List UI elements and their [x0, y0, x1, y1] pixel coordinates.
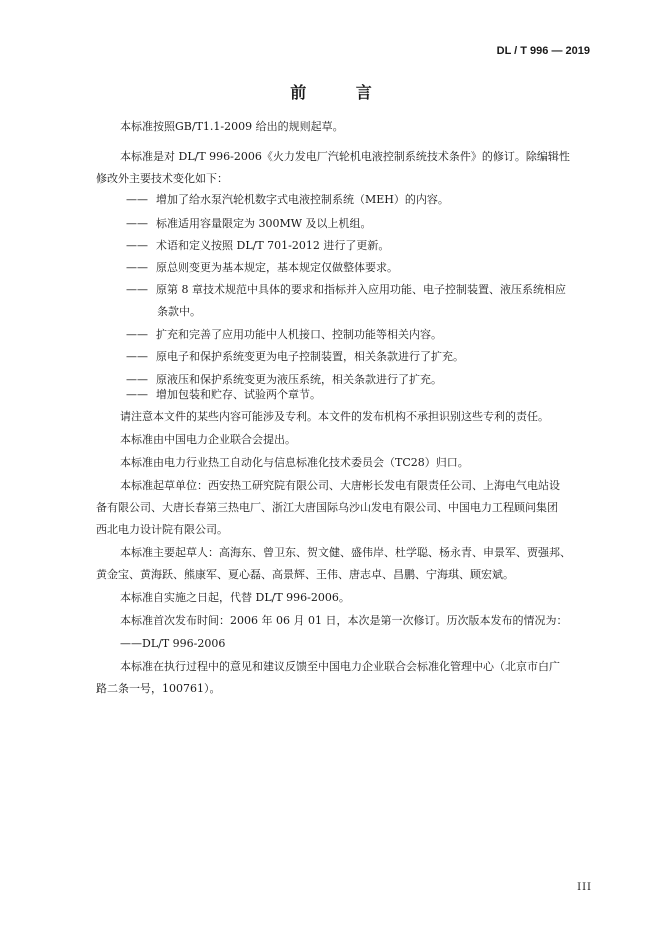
- list-item: [126, 235, 389, 257]
- list-item: [126, 189, 449, 211]
- dash-marker: ——: [126, 350, 148, 363]
- dash-marker: ——: [126, 328, 148, 341]
- list-item-text: 扩充和完善了应用功能中人机接口、控制功能等相关内容。: [156, 328, 442, 341]
- list-item: [126, 324, 442, 346]
- paragraph-proposer: 本标准由中国电力企业联合会提出。: [120, 433, 296, 446]
- dash-marker: ——: [126, 261, 148, 274]
- paragraph-patent-notice: 请注意本文件的某些内容可能涉及专利。本文件的发布机构不承担识别这些专利的责任。: [120, 410, 549, 423]
- paragraph-previous-version: ——DL/T 996-2006: [120, 637, 226, 650]
- list-item-text: 标准适用容量限定为 300MW 及以上机组。: [156, 217, 372, 230]
- paragraph-revision-line2: 修改外主要技术变化如下：: [96, 172, 228, 185]
- paragraph-drafting-units-line2: 备有限公司、大唐长春第三热电厂、浙江大唐国际乌沙山发电有限公司、中国电力工程顾问集团: [96, 501, 558, 514]
- paragraph-drafters-line1: 本标准主要起草人：高海东、曾卫东、贺文健、盛伟岸、杜学聪、杨永青、申景军、贾强邦、: [120, 546, 571, 559]
- dash-marker: ——: [126, 239, 148, 252]
- list-item: [126, 279, 566, 301]
- paragraph-feedback-line1: 本标准在执行过程中的意见和建议反馈至中国电力企业联合会标准化管理中心（北京市白广: [120, 660, 560, 673]
- dash-marker: ——: [126, 283, 148, 296]
- list-item-continuation: 条款中。: [157, 305, 201, 318]
- list-item-text: 原液压和保护系统变更为液压系统，相关条款进行了扩充。: [156, 373, 442, 386]
- page-title: 前 言: [290, 83, 394, 102]
- dash-marker: ——: [126, 217, 148, 230]
- page-number: III: [577, 882, 592, 893]
- dash-marker: ——: [126, 193, 148, 206]
- paragraph-drafting-units-line3: 西北电力设计院有限公司。: [96, 523, 228, 536]
- list-item-text: 原第 8 章技术规范中具体的要求和指标并入应用功能、电子控制装置、液压系统相应: [156, 283, 566, 296]
- paragraph-publication-history: 本标准首次发布时间：2006 年 06 月 01 日，本次是第一次修订。历次版本发布的情况为：: [120, 614, 568, 627]
- list-item: [126, 384, 321, 406]
- paragraph-feedback-line2: 路二条一号，100761）。: [96, 682, 221, 695]
- dash-marker: ——: [126, 373, 148, 386]
- list-item-text: 增加包装和贮存、试验两个章节。: [156, 388, 321, 401]
- paragraph-committee: 本标准由电力行业热工自动化与信息标准化技术委员会（TC28）归口。: [120, 456, 469, 469]
- document-code-header: DL / T 996 — 2019: [496, 45, 590, 57]
- paragraph-drafting-rules: 本标准按照GB/T1.1-2009 给出的规则起草。: [120, 120, 344, 133]
- list-item-text: 术语和定义按照 DL/T 701-2012 进行了更新。: [156, 239, 390, 252]
- list-item-text: 增加了给水泵汽轮机数字式电液控制系统（MEH）的内容。: [156, 193, 449, 206]
- list-item-text: 原总则变更为基本规定，基本规定仅做整体要求。: [156, 261, 398, 274]
- list-item: [126, 213, 372, 235]
- paragraph-drafting-units-line1: 本标准起草单位：西安热工研究院有限公司、大唐彬长发电有限责任公司、上海电气电站设: [120, 479, 560, 492]
- paragraph-revision-line1: 本标准是对 DL/T 996-2006《火力发电厂汽轮机电液控制系统技术条件》的修订。除编辑性: [120, 150, 570, 163]
- dash-marker: ——: [126, 388, 148, 401]
- paragraph-drafters-line2: 黄金宝、黄海跃、熊康军、夏心磊、高景辉、王伟、唐志卓、昌鹏、宁海琪、顾宏斌。: [96, 568, 514, 581]
- paragraph-replacement: 本标准自实施之日起，代替 DL/T 996-2006。: [120, 591, 350, 604]
- list-item: [126, 346, 464, 368]
- list-item: [126, 257, 398, 279]
- list-item-text: 原电子和保护系统变更为电子控制装置，相关条款进行了扩充。: [156, 350, 464, 363]
